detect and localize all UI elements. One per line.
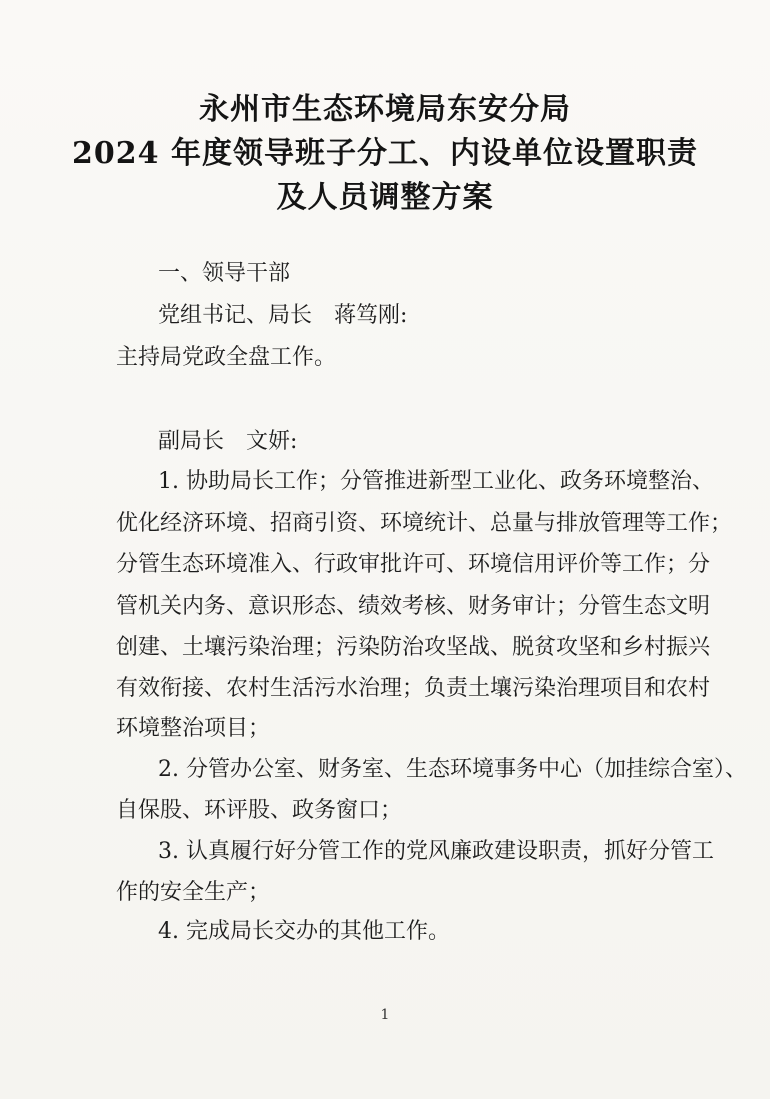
duty-line: 1. 协助局长工作；分管推进新型工业化、政务环境整治、 xyxy=(158,469,714,494)
duty-line: 作的安全生产； xyxy=(116,880,271,905)
duty-line: 管机关内务、意识形态、绩效考核、财务审计；分管生态文明 xyxy=(116,594,711,619)
leader-duty-director: 主持局党政全盘工作。 xyxy=(116,345,337,370)
duty-line: 3. 认真履行好分管工作的党风廉政建设职责，抓好分管工 xyxy=(158,839,714,864)
duty-line: 2. 分管办公室、财务室、生态环境事务中心（加挂综合室）、 xyxy=(158,757,747,782)
document-title-line-1: 永州市生态环境局东安分局 xyxy=(199,92,571,127)
duty-line: 4. 完成局长交办的其他工作。 xyxy=(158,919,450,944)
duty-line: 创建、土壤污染治理；污染防治攻坚战、脱贫攻坚和乡村振兴 xyxy=(116,635,711,660)
duty-line: 分管生态环境准入、行政审批许可、环境信用评价等工作；分 xyxy=(116,552,711,577)
section-heading-leaders: 一、领导干部 xyxy=(158,261,291,286)
document-title-line-2: 2024 年度领导班子分工、内设单位设置职责 xyxy=(72,136,698,171)
duty-line: 自保股、环评股、政务窗口； xyxy=(116,798,403,823)
leader-title-director: 党组书记、局长 蒋笃刚: xyxy=(158,303,408,328)
duty-line: 有效衔接、农村生活污水治理；负责土壤污染治理项目和农村 xyxy=(116,676,711,701)
leader-title-deputy: 副局长 文妍: xyxy=(158,429,298,454)
page-number: 1 xyxy=(380,1007,390,1023)
duty-line: 环境整治项目； xyxy=(116,716,271,741)
duty-line: 优化经济环境、招商引资、环境统计、总量与排放管理等工作； xyxy=(116,511,733,536)
document-title-line-3: 及人员调整方案 xyxy=(276,180,494,215)
